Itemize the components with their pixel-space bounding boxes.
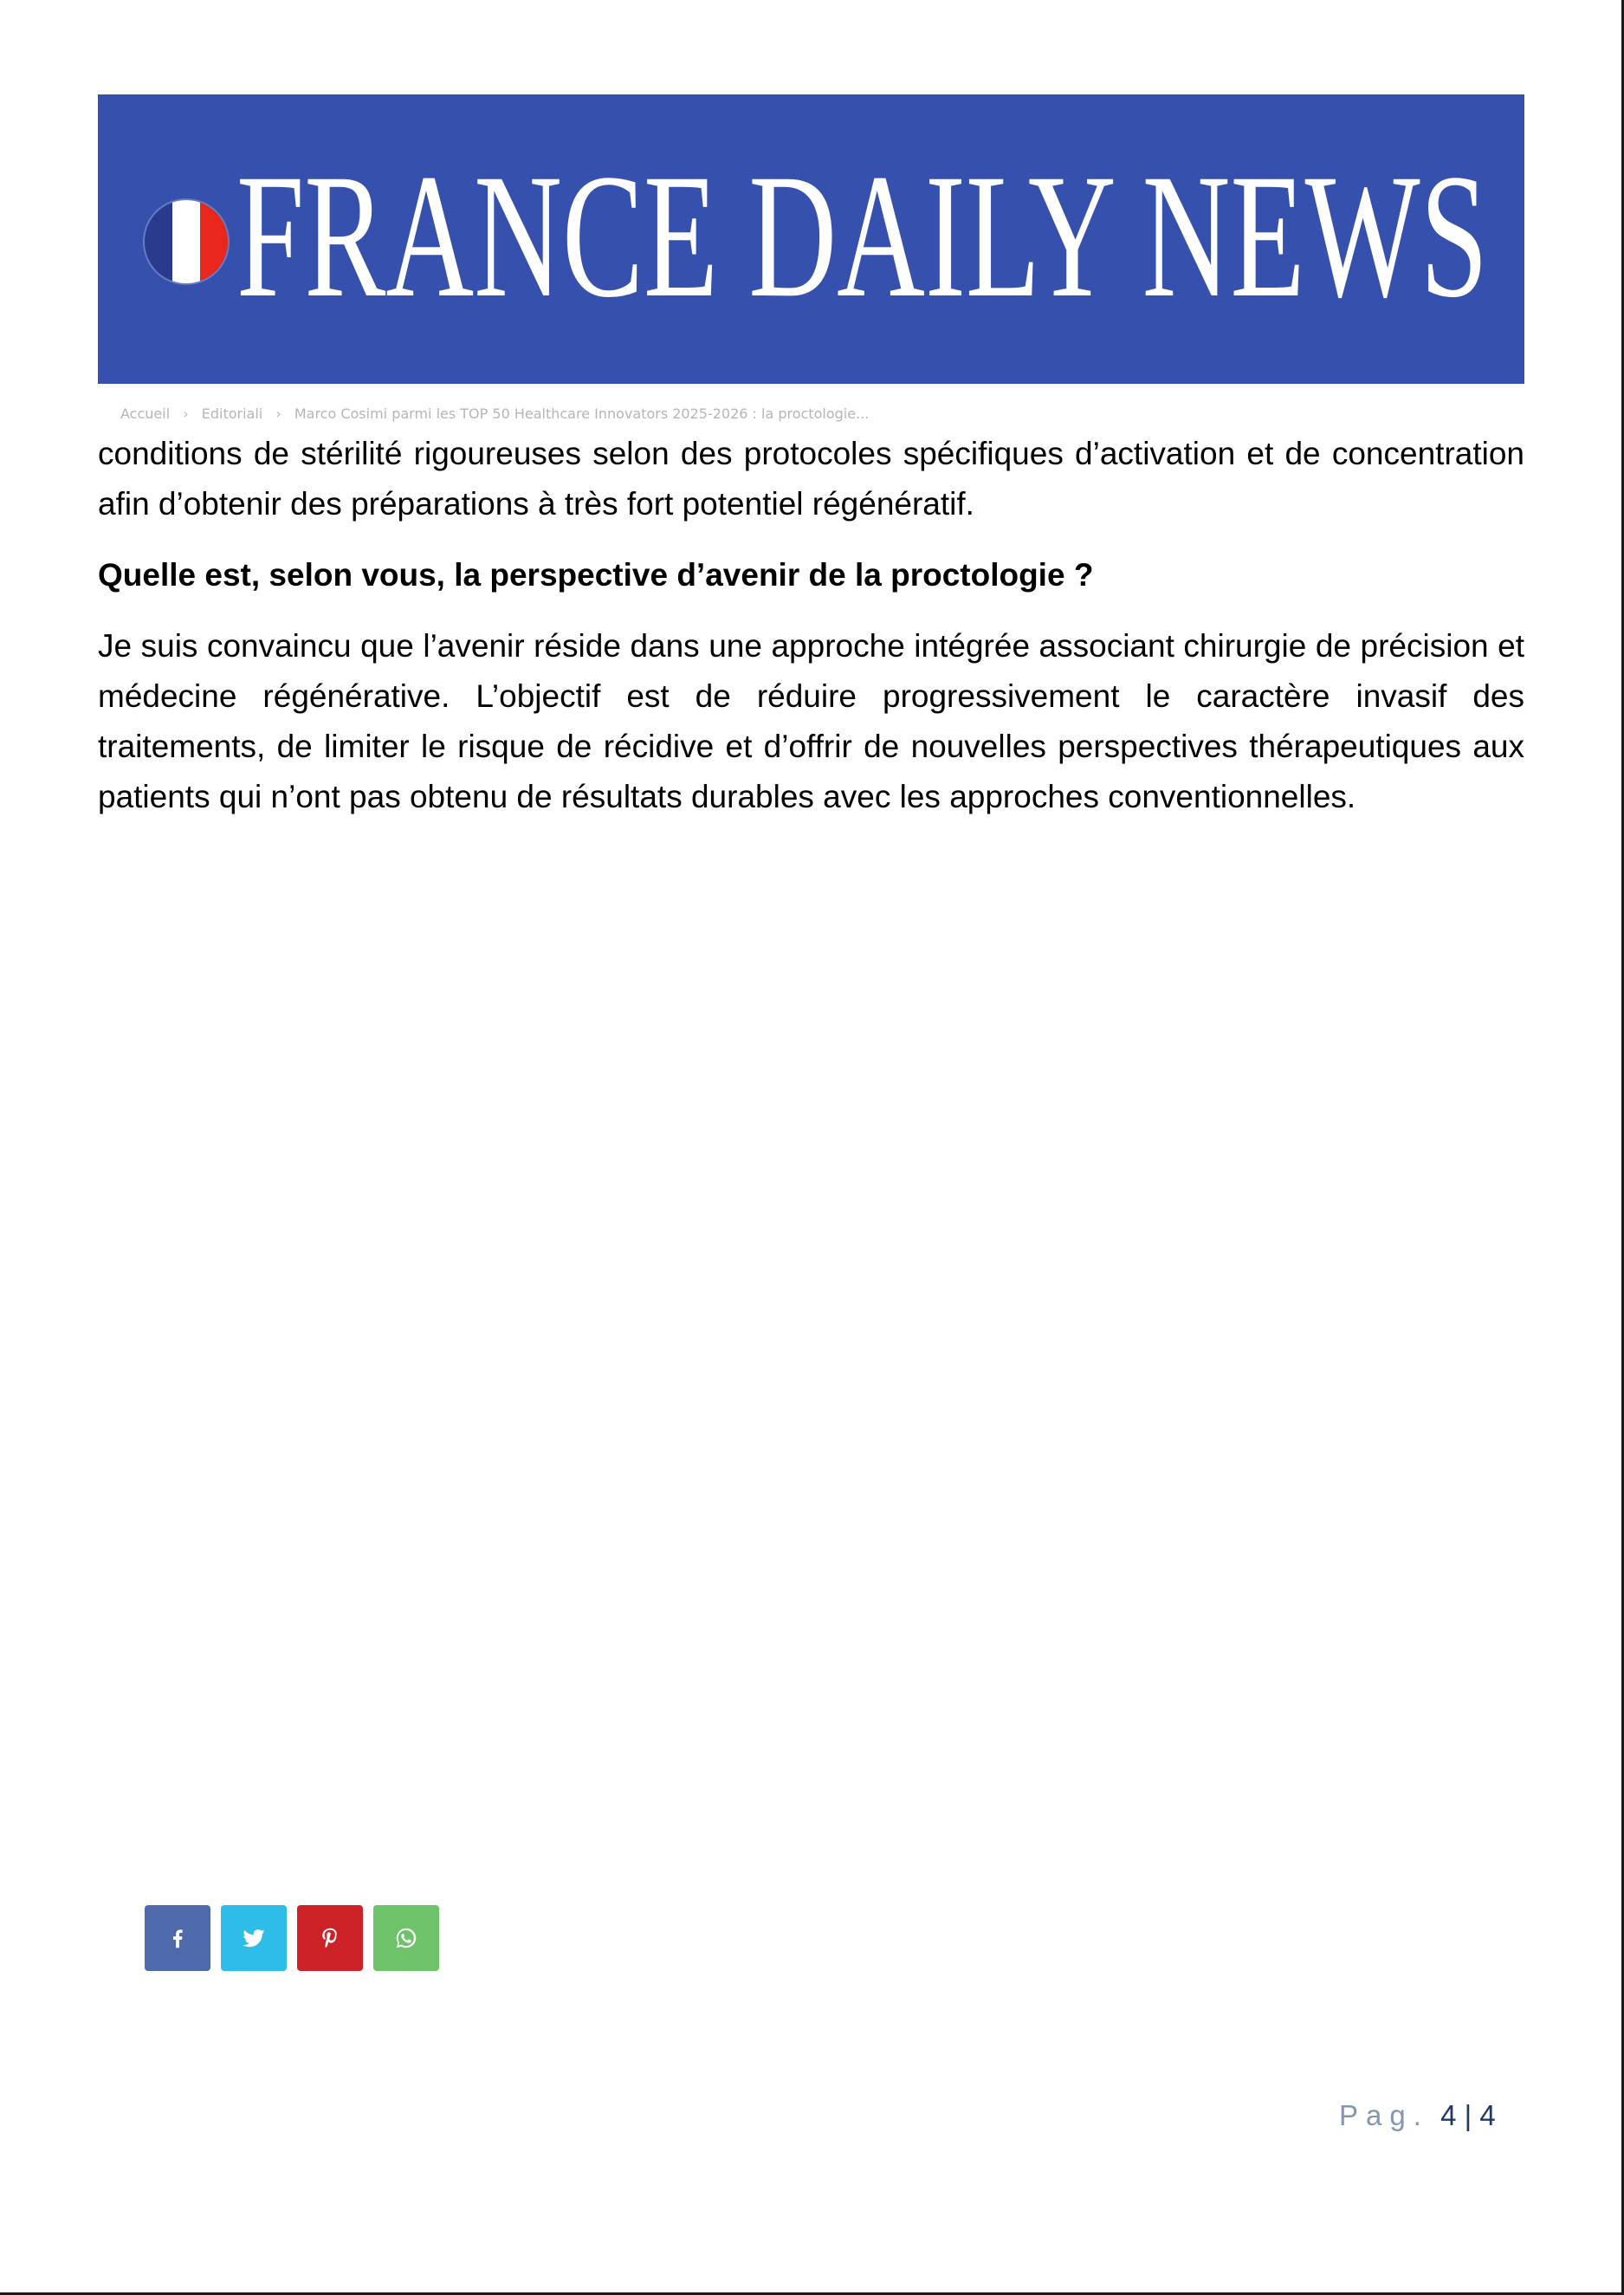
france-flag-icon <box>145 200 228 283</box>
page-number-label: Pag. <box>1339 2099 1429 2131</box>
masthead-title <box>236 157 1510 321</box>
facebook-icon <box>165 1925 191 1951</box>
page-number <box>1339 2099 1496 2132</box>
breadcrumb-separator: › <box>275 405 281 422</box>
breadcrumb-current-page: Marco Cosimi parmi les TOP 50 Healthcare Innovators 2025-2026 : la proctologie... <box>294 405 870 422</box>
masthead-banner[interactable] <box>98 94 1524 384</box>
twitter-icon <box>241 1925 267 1951</box>
masthead-title-text: FRANCE DAILY NEWS <box>236 157 1488 321</box>
share-buttons <box>145 1905 439 1971</box>
article-body <box>98 429 1524 843</box>
facebook-share-button[interactable] <box>145 1905 210 1971</box>
twitter-share-button[interactable] <box>221 1905 287 1971</box>
interview-question: Quelle est, selon vous, la perspective d’avenir de la proctologie ? <box>98 557 1094 593</box>
breadcrumb-home-link[interactable]: Accueil <box>120 405 171 422</box>
breadcrumb <box>120 405 869 422</box>
article-paragraph: Je suis convaincu que l’avenir réside dans une approche intégrée associant chirurgie de précision et médecine régénérative. L’objectif est de réduire progressivement le caractère invasif des traitements, de limiter le risque de récidive et d’offrir de nouvelles perspectives thérapeutiques aux patients qui n’ont pas obtenu de résultats durables avec les approches conventionnelles. <box>98 628 1524 814</box>
breadcrumb-separator: › <box>183 405 189 422</box>
whatsapp-icon <box>393 1925 419 1951</box>
pinterest-icon <box>317 1925 343 1951</box>
whatsapp-share-button[interactable] <box>373 1905 439 1971</box>
page-number-value: 4 | 4 <box>1440 2099 1496 2131</box>
breadcrumb-category-link[interactable]: Editoriali <box>201 405 263 422</box>
article-paragraph: conditions de stérilité rigoureuses selon des protocoles spécifiques d’activation et de concentration afin d’obtenir des préparations à très fort potentiel régénératif. <box>98 436 1524 522</box>
pinterest-share-button[interactable] <box>297 1905 363 1971</box>
